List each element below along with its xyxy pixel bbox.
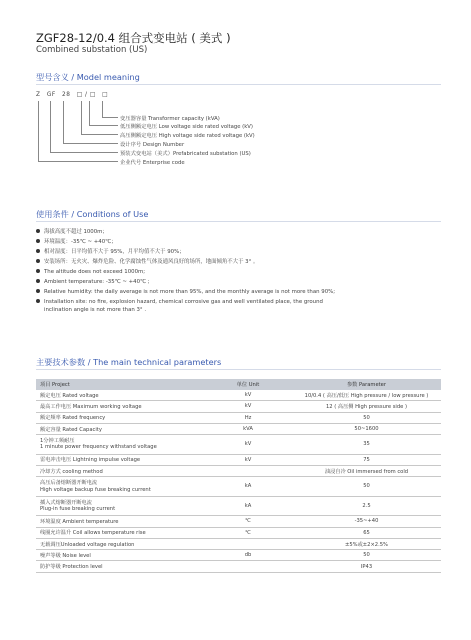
table-row <box>36 401 441 412</box>
cell-parameter: ±5%或±2×2.5% <box>292 538 441 549</box>
cell-parameter: 50 <box>292 550 441 561</box>
column-header-parameter: 参数 Parameter <box>292 379 441 390</box>
bullet-icon <box>36 259 40 263</box>
bullet-icon <box>36 279 40 283</box>
code-part-z: Z <box>36 92 41 98</box>
cell-parameter: 油浸自冷 Oil immersed from cold <box>292 465 441 476</box>
cell-project-line1: 额定频率 Rated frequency <box>40 415 106 422</box>
cell-unit: kA <box>204 496 292 516</box>
cell-parameter: 75 <box>292 454 441 465</box>
cell-parameter: 10/0.4 ( 高压/低压 High pressure / low pressure ) <box>292 390 441 401</box>
cell-project-line1: 防护等级 Protection level <box>40 564 103 571</box>
model-code <box>36 92 112 98</box>
table-row <box>36 527 441 538</box>
cell-parameter: -35~+40 <box>292 516 441 527</box>
condition-en-4-continued: inclination angle is not more than 3° . <box>44 307 147 313</box>
section-heading-conditions: 使用条件 / Conditions of Use <box>36 209 149 219</box>
table-row <box>36 477 441 497</box>
table-row <box>36 538 441 549</box>
table-row <box>36 516 441 527</box>
code-part-28: 28 <box>62 92 71 98</box>
condition-en-2: Ambient temperature: -35℃ ~ +40℃ ; <box>36 278 150 286</box>
cell-unit <box>204 465 292 476</box>
cell-project-line2: High voltage backup fuse breaking current <box>40 486 151 493</box>
cell-parameter: 2.5 <box>292 496 441 516</box>
table-row <box>36 423 441 434</box>
section-heading-model-meaning: 型号含义 / Model meaning <box>36 72 140 82</box>
cell-project-line1: 高压后备熔断器开断电流 <box>40 480 98 487</box>
section-heading-parameters: 主要技术参数 / The main technical parameters <box>36 357 222 367</box>
table-row <box>36 465 441 476</box>
bullet-icon <box>36 299 40 303</box>
meaning-low-voltage: 低压侧额定电压 Low voltage side rated voltage (kV) <box>120 124 253 130</box>
cell-project <box>36 527 204 538</box>
cell-project-line2: Plug-in fuse breaking current <box>40 506 116 513</box>
cell-parameter: IP43 <box>292 561 441 572</box>
bullet-icon <box>36 239 40 243</box>
table-row <box>36 390 441 401</box>
condition-cn-3: 相对湿度：日平均值不大于 95%，月平均值不大于 90%； <box>36 248 185 256</box>
column-header-project: 项目 Project <box>36 379 204 390</box>
cell-project <box>36 465 204 476</box>
cell-unit: kV <box>204 390 292 401</box>
cell-project <box>36 454 204 465</box>
code-part-voltage: □ / □ <box>76 92 96 98</box>
cell-project-line1: 冷却方式 cooling method <box>40 468 103 475</box>
column-header-unit: 单位 Unit <box>204 379 292 390</box>
cell-project <box>36 550 204 561</box>
cell-unit: Hz <box>204 412 292 423</box>
condition-cn-1: 海拔高度不超过 1000m； <box>36 228 108 236</box>
cell-project-line1: 额定容量 Rated Capacity <box>40 426 102 433</box>
section-divider <box>36 221 441 222</box>
cell-project <box>36 412 204 423</box>
condition-cn-2: 环境温度：-35℃ ~ +40℃； <box>36 238 117 246</box>
cell-project <box>36 477 204 497</box>
cell-project-line1: 线圈允许温升 Coil allows temperature rise <box>40 530 146 537</box>
cell-project-line1: 雷电冲击电压 Lightning impulse voltage <box>40 457 141 464</box>
cell-project-line1: 无载调压Unloaded voltage regulation <box>40 541 135 548</box>
section-divider <box>36 84 441 85</box>
cell-project-line1: 额定电压 Rated voltage <box>40 392 99 399</box>
table-row <box>36 496 441 516</box>
parameters-table <box>36 379 441 573</box>
table-row <box>36 561 441 572</box>
cell-unit: kA <box>204 477 292 497</box>
cell-parameter: 35 <box>292 435 441 455</box>
bullet-icon <box>36 229 40 233</box>
meaning-capacity: 变压器容量 Transformer capacity (kVA) <box>120 116 220 122</box>
table-header-row <box>36 379 441 390</box>
meaning-high-voltage: 高压侧额定电压 High voltage side rated voltage (kV) <box>120 133 255 139</box>
cell-project <box>36 496 204 516</box>
cell-project <box>36 435 204 455</box>
cell-project-line1: 插入式熔断器开断电流 <box>40 499 92 506</box>
cell-unit: kV <box>204 454 292 465</box>
cell-project <box>36 390 204 401</box>
condition-en-3: Relative humidity: the daily average is not more than 95%, and the monthly average is not more than 90%; <box>36 288 335 296</box>
cell-parameter: 50 <box>292 412 441 423</box>
cell-unit: db <box>204 550 292 561</box>
cell-project <box>36 561 204 572</box>
table-row <box>36 550 441 561</box>
cell-project-line1: 噪声等级 Noise level <box>40 552 91 559</box>
condition-cn-4: 安装场所：无火灾、爆炸危险、化学腐蚀性气体及通风良好的场所，地面倾角不大于 3° 。 <box>36 258 258 266</box>
page-title: ZGF28-12/0.4 组合式变电站 ( 美式 ) <box>36 31 231 45</box>
cell-unit <box>204 561 292 572</box>
meaning-enterprise-code: 企业代号 Enterprise code <box>120 160 185 166</box>
cell-unit: kVA <box>204 423 292 434</box>
cell-project-line1: 环境温度 Ambient temperature <box>40 518 119 525</box>
code-part-capacity: □ <box>102 92 109 98</box>
cell-parameter: 12 ( 高压侧 High pressure side ) <box>292 401 441 412</box>
table-row <box>36 435 441 455</box>
cell-project <box>36 538 204 549</box>
cell-project-line2: 1 minute power frequency withstand voltage <box>40 444 157 451</box>
table-row <box>36 412 441 423</box>
condition-en-1: The altitude does not exceed 1000m; <box>36 268 145 276</box>
bullet-icon <box>36 249 40 253</box>
cell-project-line1: 最高工作电压 Maximum working voltage <box>40 403 142 410</box>
cell-project-line1: 1分钟工频耐压 <box>40 437 75 444</box>
table-row <box>36 454 441 465</box>
section-divider <box>36 369 441 370</box>
cell-project <box>36 423 204 434</box>
cell-unit <box>204 538 292 549</box>
cell-project <box>36 401 204 412</box>
cell-parameter: 50 <box>292 477 441 497</box>
cell-unit: ℃ <box>204 527 292 538</box>
cell-unit: ℃ <box>204 516 292 527</box>
code-part-gf: GF <box>46 92 56 98</box>
meaning-design-number: 设计序号 Design Number <box>120 142 185 148</box>
cell-project <box>36 516 204 527</box>
page-subtitle: Combined substation (US) <box>36 45 148 55</box>
cell-unit: kV <box>204 435 292 455</box>
bullet-icon <box>36 289 40 293</box>
cell-unit: kV <box>204 401 292 412</box>
meaning-prefab-substation: 预装式变电站（美式）Prefabricated substation (US) <box>120 151 251 157</box>
cell-parameter: 50~1600 <box>292 423 441 434</box>
condition-en-4: Installation site: no fire, explosion hazard, chemical corrosive gas and well ventilated place, the ground <box>36 298 323 306</box>
bullet-icon <box>36 269 40 273</box>
cell-parameter: 65 <box>292 527 441 538</box>
